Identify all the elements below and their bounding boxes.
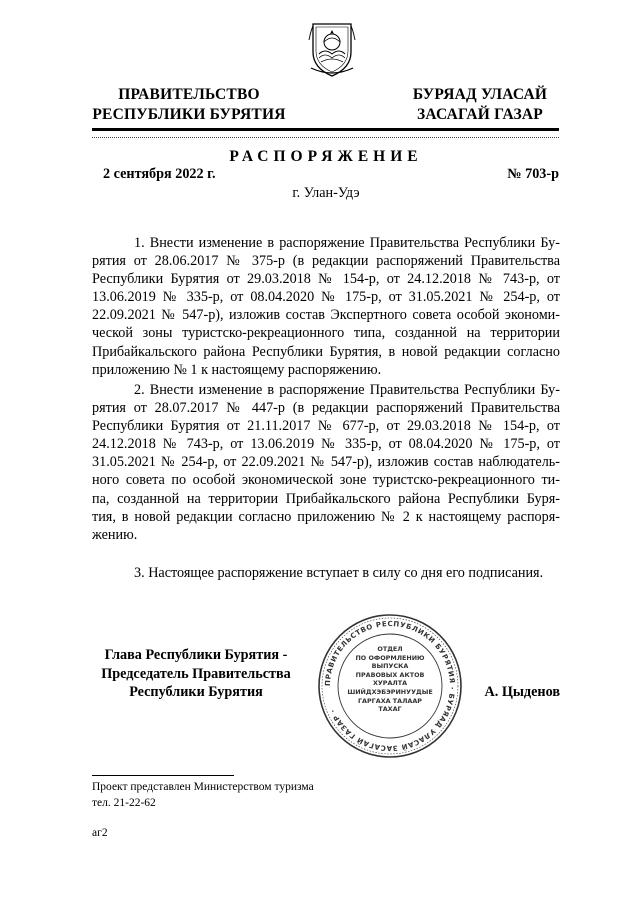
document-number: № 703-р <box>507 166 559 182</box>
paragraph-line: ного совета по особой экономической зоне туристско-рекреационного ти- <box>92 472 560 489</box>
paragraph-2 <box>92 381 560 544</box>
paragraph-line: 22.09.2021 № 547-р), изложив состав Экспертного совета особой экономи- <box>92 307 560 324</box>
signatory-position <box>92 646 300 702</box>
paragraph-line: тия, в новой редакции согласно приложению № 2 к настоящему распоря- <box>92 508 560 525</box>
paragraph-line: 3. Настоящее распоряжение вступает в силу со дня его подписания. <box>134 565 544 581</box>
signatory-name: А. Цыденов <box>484 684 560 700</box>
seal-center-line: ГАРГАХА ТАЛААР <box>357 696 422 705</box>
header-divider-dotted <box>92 137 559 138</box>
header-right-line1: БУРЯАД УЛАСАЙ <box>412 86 548 103</box>
paragraph-line: Республики Бурятия от 21.11.2017 № 677-р, от 29.03.2018 № 154-р, от <box>92 418 560 435</box>
paragraph-line: 24.12.2018 № 743-р, от 13.06.2019 № 335-р, от 08.04.2020 № 175-р, от <box>92 436 560 453</box>
footer-phone: тел. 21-22-62 <box>92 797 156 809</box>
seal-center-line: ПО ОФОРМЛЕНИЮ <box>355 653 425 662</box>
paragraph-line: 2. Внести изменение в распоряжение Правительства Республики Бу- <box>134 382 560 398</box>
footer-project-note: Проект представлен Министерством туризма <box>92 781 314 793</box>
header-left-line1: ПРАВИТЕЛЬСТВО <box>118 86 260 103</box>
paragraph-line: ческой зоны туристско-рекреационного типа, созданной на территории <box>92 325 560 342</box>
paragraph-line: рятия от 28.06.2017 № 375-р (в редакции распоряжений Правительства <box>92 253 560 270</box>
seal-center-line: ПРАВОВЫХ АКТОВ <box>355 670 425 679</box>
header-right-line2: ЗАСАГАЙ ГАЗАР <box>417 106 543 123</box>
paragraph-line: па, созданной на территории Прибайкальского района Республики Буря- <box>92 490 560 507</box>
seal-center-text <box>342 645 438 714</box>
paragraph-line: приложению № 1 к настоящему распоряжению. <box>92 361 382 378</box>
footer-code: аг2 <box>92 827 108 839</box>
paragraph-line: жению. <box>92 526 138 543</box>
document-city: г. Улан-Удэ <box>292 185 360 201</box>
seal-center-line: ВЫПУСКА <box>371 662 409 671</box>
header-divider-thick <box>92 128 559 131</box>
signatory-position-line1: Глава Республики Бурятия - <box>104 647 288 663</box>
paragraph-line: Прибайкальского района Республики Бурятия, в новой редакции согласно <box>92 343 560 360</box>
seal-center-line: ХУРАЛТА <box>372 679 408 688</box>
coat-of-arms-emblem <box>307 20 357 78</box>
paragraph-3 <box>92 564 560 582</box>
header-right <box>400 85 560 125</box>
seal-center-line: ТАХАГ <box>378 705 402 714</box>
paragraph-line: 1. Внести изменение в распоряжение Правительства Республики Бу- <box>134 235 560 251</box>
paragraph-line: Республики Бурятия от 29.03.2018 № 154-р, от 24.12.2018 № 743-р, от <box>92 271 560 288</box>
footer-divider <box>92 775 234 776</box>
official-seal-stamp <box>316 612 464 760</box>
signatory-position-line2: Председатель Правительства <box>101 665 291 682</box>
header-left <box>92 85 286 125</box>
footer-notes <box>92 779 392 841</box>
seal-center-line: ОТДЕЛ <box>377 645 403 653</box>
seal-ring-text: ПРАВИТЕЛЬСТВО РЕСПУБЛИКИ БУРЯТИЯ · БУРЯАД УЛАСАЙ ЗАСАГАЙ ГАЗАР · <box>323 619 457 753</box>
signatory-position-line3: Республики Бурятия <box>129 684 263 700</box>
paragraph-line: 31.05.2021 № 254-р, от 22.09.2021 № 547-р), изложив состав наблюдатель- <box>92 454 560 471</box>
document-title: РАСПОРЯЖЕНИЕ <box>229 148 423 165</box>
seal-center-line: ШИЙДХЭБЭРИНУУДЫЕ <box>347 687 433 696</box>
header-left-line2: РЕСПУБЛИКИ БУРЯТИЯ <box>92 106 286 123</box>
document-date: 2 сентября 2022 г. <box>103 166 216 182</box>
paragraph-line: 13.06.2019 № 335-р, от 08.04.2020 № 175-р, от 31.05.2021 № 254-р, от <box>92 289 560 306</box>
paragraph-line: рятия от 28.07.2017 № 447-р (в редакции распоряжений Правительства <box>92 400 560 417</box>
paragraph-1 <box>92 234 560 379</box>
